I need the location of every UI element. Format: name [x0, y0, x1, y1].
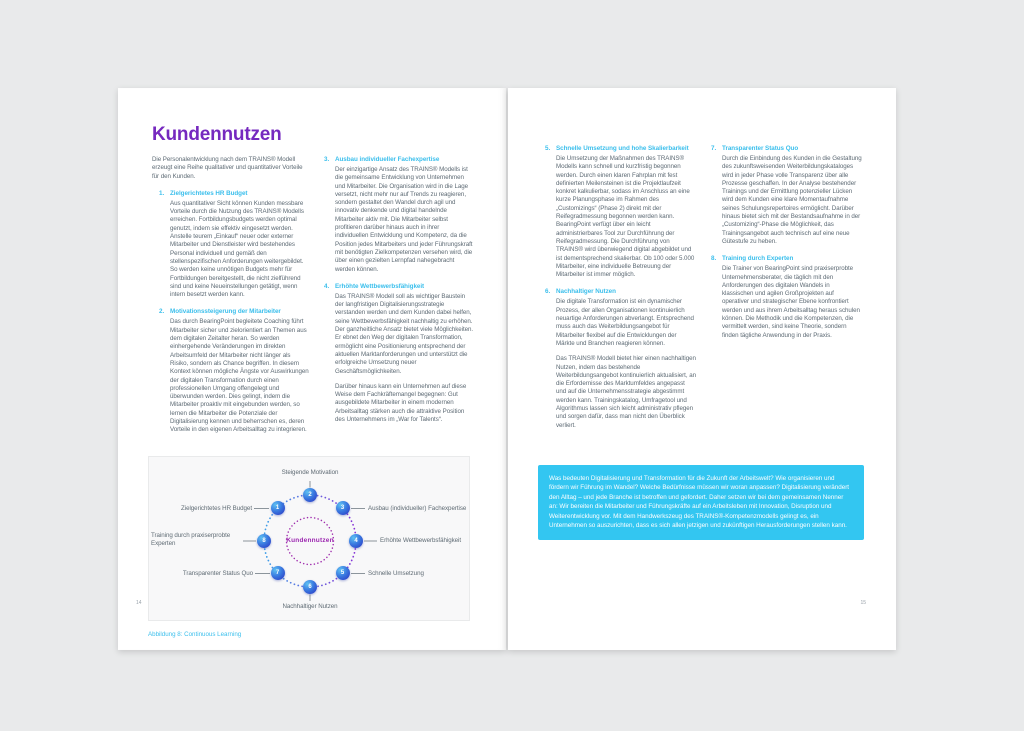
node-label-7: Transparenter Status Quo — [182, 569, 253, 577]
right-page-column-1 — [538, 145, 696, 439]
highlight-callout-box: Was bedeuten Digitalisierung und Transformation für die Zukunft der Arbeitswelt? Wie organisieren und fördern wir Führung im Wandel? Welche Bedürfnisse müssen wir woran anpassen? Digitalisierung verändert den Alltag – und jede Branche ist betroffen und gefordert. Daher setzen wir bei dem gemeinsamen Nenner an: Wir bereiten die Mitarbeiter und Führungskräfte auf ein Arbeitsleben mit Innovation, Disruption und Weiterentwicklung vor. Mit dem Handwerkszeug des TRAINS®-Kompetenzmodells gelingt es, ein Unternehmen so auszurichten, dass es sich allen jetzigen und zukünftigen Herausforderungen stellen kann. — [538, 465, 864, 540]
right-page-column-2 — [704, 145, 862, 439]
section-number: 1. — [159, 189, 165, 197]
diagram-node-2 — [303, 488, 317, 502]
section-heading-text: Schnelle Umsetzung und hohe Skalierbarkeit — [556, 145, 689, 152]
page-right — [508, 88, 896, 650]
left-page-column-2 — [317, 156, 474, 444]
diagram-node-5 — [336, 566, 350, 580]
section-number: 8. — [711, 255, 717, 263]
node-number: 5 — [340, 570, 345, 577]
section-3-heading — [317, 156, 474, 163]
section-1-heading — [152, 190, 309, 197]
left-page-column-1 — [152, 156, 309, 444]
intro-paragraph: Die Personalentwicklung nach dem TRAINS® Modell erzeugt eine Reihe qualitativer und quantitativer Vorteile für den Kunden. — [152, 156, 303, 180]
page-number-left: 14 — [136, 600, 142, 606]
section-heading-text: Ausbau individueller Fachexpertise — [335, 156, 440, 163]
section-6-body2: Das TRAINS® Modell bietet hier einen nachhaltigen Nutzen, indem das bestehende Weiterbildungsangebot kontinuierlich aktualisiert, an die Erfordernisse des Marktumfeldes angepasst und auf die Unternehmensstrategie abgestimmt werden kann. Trainingskatalog, Umfragetool und Algorithmus lassen sich leicht administrativ pflegen und sorgen dafür, dass man nicht den Überblick verliert. — [556, 355, 696, 429]
section-4 — [317, 283, 474, 424]
section-7 — [704, 145, 862, 246]
section-heading-text: Motivationssteigerung der Mitarbeiter — [170, 308, 281, 316]
section-number: 7. — [711, 145, 717, 152]
section-5-body: Die Umsetzung der Maßnahmen des TRAINS® Modells kann schnell und kurzfristig begonnen werden. Durch einen klaren Fahrplan mit fest definierten Meilensteinen ist die Projektlaufzeit konkret kalkulierbar, sodass im Anschluss an eine kurze Planungsphase im Rahmen des „Customizings“ (Phase 2) direkt mit der Reifegradmessung begonnen werden kann. BearingPoint verfügt über ein leicht administrierbares Tool zur Durchführung der Reifegradmessung. Die Durchführung von TRAINS® wird überwiegend digital abgebildet und ist dementsprechend skalierbar. Ob 100 oder 5.000 Mitarbeiter, eine individuelle Betreuung der Mitarbeiter ist immer möglich. — [556, 155, 695, 279]
node-label-4: Erhöhte Wettbewerbsfähigkeit — [380, 537, 462, 545]
node-label-8: Training durch praxiserprobte Experten — [151, 531, 231, 547]
page-number-right: 15 — [860, 600, 866, 606]
section-2-heading — [152, 308, 309, 315]
node-number: 8 — [262, 537, 266, 544]
node-number: 7 — [275, 570, 280, 577]
node-label-5: Schnelle Umsetzung — [368, 569, 424, 577]
section-heading-text: Erhöhte Wettbewerbsfähigkeit — [335, 282, 425, 290]
section-2-body: Das durch BearingPoint begleitete Coaching führt Mitarbeiter sicher und zielorientiert an Themen aus dem digitalen Zeitalter heran. So werden einhergehende Veränderungen im direkten Arbeitsumfeld der Mitarbeiter nicht länger als Risiko, sondern als Chance begriffen. In diesem Kontext können mögliche Ängste vor Auswirkungen der digitalen Transformation durch einen professionellen Umgang offengelegt und überwunden werden. Dies gelingt, indem die Mitarbeiter proaktiv mit eingebunden werden, so lernen die Mitarbeiter die Potenziale der Digitalisierung kennen und beherrschen es, deren Vorteile in den eigenen Arbeitsalltag zu integrieren. — [170, 318, 309, 434]
node-label-1: Zielgerichtetes HR Budget — [181, 504, 252, 512]
page-spread — [118, 88, 896, 650]
figure-caption: Abbildung 8: Continuous Learning — [148, 630, 242, 638]
diagram-node-3 — [336, 501, 350, 515]
diagram-node-7 — [271, 566, 285, 580]
section-heading-text: Zielgerichtetes HR Budget — [170, 189, 248, 197]
section-number: 6. — [545, 288, 551, 296]
section-6-body: Die digitale Transformation ist ein dynamischer Prozess, der allen Organisationen kontinuierlich neuartige Anforderungen abverlangt. Entsprechend muss auch das Weiterbildungsangebot für Mitarbeiter flexibel auf die Entwicklungen der Märkte und Branchen reagieren können. — [556, 298, 694, 347]
section-number: 2. — [159, 308, 165, 316]
node-number: 4 — [354, 537, 358, 544]
section-heading-text: Nachhaltiger Nutzen — [556, 288, 616, 296]
section-heading-text: Transparenter Status Quo — [722, 145, 799, 152]
section-1 — [152, 190, 309, 300]
section-7-body: Durch die Einbindung des Kunden in die Gestaltung des zukunftsweisenden Weiterbildungskataloges wird in jeder Phase volle Transparenz über alle Prozesse geschaffen. In der Analyse bestehender Trainings und der Ermittlung potenzieller Lücken wird dem Kunden eine klare Momentaufnahme seines Schulungsrepertoires ermöglicht. Darüber hinaus bietet sich mit der Bestandsaufnahme in der „Customizing“-Phase die Möglichkeit, das Trainingsangebot auch technisch auf eine neue Gütestufe zu heben. — [722, 155, 862, 245]
node-number: 1 — [275, 505, 280, 512]
section-3-body: Der einzigartige Ansatz des TRAINS® Modells ist die gemeinsame Entwicklung von Unternehmen und Mitarbeiter. Die Organisation wird in die Lage versetzt, nicht mehr nur auf Trends zu reagieren, sondern gestaltet den Wandel durch agil und innovativ denkende und digital handelnde Mitarbeiter aktiv mit. Die Mitarbeiter selbst profitieren darüber hinaus auch in ihrer individuellen Entwicklung und Kompetenz, da die Position jedes Mitarbeiters und jeder Führungskraft mit benötigten Zielkompetenzen versehen wird, die über einen gezielten Lernpfad nahegebracht werden können. — [335, 166, 473, 273]
section-2 — [152, 308, 309, 434]
section-number: 3. — [324, 156, 330, 163]
node-number: 3 — [340, 505, 345, 512]
section-8-heading — [704, 255, 862, 262]
diagram-center-label: Kundennutzen — [286, 536, 334, 544]
section-7-heading — [704, 145, 862, 152]
node-number: 6 — [308, 583, 312, 590]
section-4-body: Das TRAINS® Modell soll als wichtiger Baustein der langfristigen Digitalisierungsstrategie verstanden werden und dem Kunden dabei helfen, seine Wettbewerbsfähigkeit nachhaltig zu erhöhen. Der ganzheitliche Ansatz bietet viele Möglichkeiten. Er ebnet den Weg der digitalen Transformation, ermöglicht eine Positionierung entsprechend der aktuellen Marktanforderungen und unterstützt die erfolgreiche Umsetzung neuer Geschäftsmöglichkeiten. — [335, 292, 474, 375]
node-label-6: Nachhaltiger Nutzen — [282, 602, 338, 610]
node-label-3: Ausbau (individueller) Fachexpertise — [368, 504, 467, 512]
diagram-node-1 — [271, 501, 285, 515]
node-number: 2 — [308, 491, 312, 498]
page-title: Kundennutzen — [152, 124, 282, 145]
section-3 — [317, 156, 474, 274]
section-8 — [704, 255, 862, 340]
section-5 — [538, 145, 696, 279]
section-4-heading — [317, 283, 474, 290]
section-4-body2: Darüber hinaus kann ein Unternehmen auf diese Weise dem Fachkräftemangel begegnen: Gut ausgebildete Mitarbeiter in einem modernen Arbeitsalltag stärken auch die attraktive Position des Unternehmens im „War for Talents“. — [335, 382, 467, 424]
figure-continuous-learning — [148, 456, 470, 621]
section-8-body: Die Trainer von BearingPoint sind praxiserprobte Unternehmensberater, die täglich mit den Anforderungen des digitalen Wandels in klassischen und agilen Großprojekten auf operativer und strategischer Ebene konfrontiert werden und aus ihrem Arbeitsalltag heraus schulen können. Die Methodik und die Kompetenzen, die vermittelt werden, sind keine Theorie, sondern finden tägliche Anwendung in der Praxis. — [722, 265, 860, 339]
section-heading-text: Training durch Experten — [722, 255, 794, 263]
page-left — [118, 88, 506, 650]
section-number: 4. — [324, 282, 330, 290]
section-5-heading — [538, 145, 696, 152]
section-6-heading — [538, 288, 696, 295]
section-1-body: Aus quantitativer Sicht können Kunden messbare Vorteile durch die Nutzung des TRAINS® Modells erreichen. Fortbildungsbudgets werden optimal genutzt, indem sie effektiv eingesetzt werden. Anstelle teurem „Einkauf“ neuer oder externer Mitarbeiter und Dienstleister wird bestehendes Personal individuell und gemäß den stellenspezifischen Anforderungen weitergebildet. So werden keine unnötigen Budgets mehr für Fortbildungen bereitgestellt, die nicht zielführend sind und keine Neueinstellungen getätigt, wenn intern besetzt werden kann. — [170, 199, 304, 299]
node-label-2: Steigende Motivation — [281, 469, 339, 477]
section-6 — [538, 288, 696, 429]
section-number: 5. — [545, 145, 551, 152]
diagram-node-6 — [303, 580, 317, 594]
